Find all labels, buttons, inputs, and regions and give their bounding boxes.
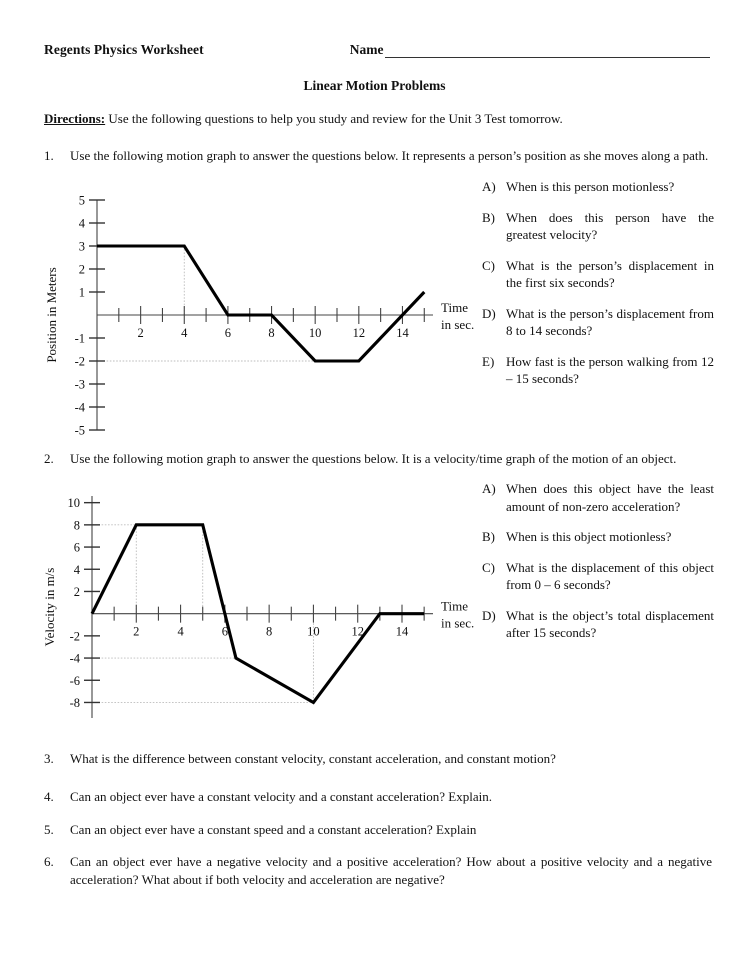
x-tick-label: 8 (266, 624, 273, 639)
question-5 (44, 821, 712, 839)
subquestion-letter: A) (482, 481, 496, 496)
x-tick-label: 4 (177, 624, 184, 639)
question-6-number: 6. (44, 854, 54, 869)
question-1-number: 1. (44, 148, 54, 163)
subquestion-letter: A) (482, 179, 496, 194)
y-tick-label: -1 (74, 331, 85, 346)
question-3 (44, 750, 712, 768)
subquestion-text: What is the displacement of this object from 0 – 6 seconds? (506, 559, 714, 593)
subquestion-1-E (482, 353, 714, 388)
x-tick-label: 6 (224, 326, 232, 340)
subquestion-text: When does this object have the least amount of non-zero acceleration? (506, 481, 714, 514)
question-2 (44, 450, 712, 468)
y-tick-label: 8 (73, 518, 80, 533)
y-tick-label: -8 (69, 695, 80, 710)
question-6 (44, 853, 712, 888)
subquestion-letter: C) (482, 559, 495, 575)
x-tick-label: 12 (352, 326, 366, 340)
directions-label: Directions: (44, 111, 106, 126)
subquestion-text: How fast is the person walking from 12 – 15 seconds? (506, 353, 714, 387)
x-tick-label: 10 (307, 624, 320, 639)
y-tick-label: 2 (73, 584, 80, 599)
subquestion-letter: B) (482, 209, 495, 225)
subquestion-letter: D) (482, 607, 496, 623)
subquestion-1-D (482, 305, 714, 340)
subquestion-text: What is the person’s displacement in the first six seconds? (506, 257, 714, 291)
y-tick-label: -4 (69, 651, 80, 666)
y-tick-label: 6 (73, 540, 80, 555)
x-axis-label-line1: Time (441, 598, 468, 614)
question-4-text: Can an object ever have a constant velocity and a constant acceleration? Explain. (70, 789, 492, 804)
y-tick-label: 2 (78, 262, 85, 277)
question-1-subquestions (482, 178, 714, 388)
y-tick-label: -4 (74, 400, 85, 415)
x-tick-label: 12 (351, 624, 364, 639)
question-1-text: Use the following motion graph to answer the questions below. It represents a person’s position as she moves along a path. (70, 148, 709, 163)
velocity-time-chart (40, 486, 490, 731)
data-curve-position (97, 246, 424, 361)
question-2-text: Use the following motion graph to answer the questions below. It is a velocity/time graph of the motion of an object. (70, 451, 677, 466)
y-tick-label: -2 (69, 629, 80, 644)
x-axis-label-line2: in sec. (441, 317, 475, 332)
y-axis-label: Position in Meters (44, 267, 59, 363)
question-3-text: What is the difference between constant velocity, constant acceleration, and constant motion? (70, 751, 556, 766)
x-tick-label: 10 (308, 326, 322, 340)
y-tick-label: 10 (67, 496, 80, 511)
subquestion-1-A (482, 178, 714, 196)
figure-velocity-time (40, 486, 490, 731)
question-2-number: 2. (44, 451, 54, 466)
y-tick-label: -2 (74, 354, 85, 369)
directions-text: Use the following questions to help you study and review for the Unit 3 Test tomorrow. (105, 111, 563, 126)
name-input-blank[interactable] (385, 44, 711, 58)
x-tick-label: 4 (181, 326, 188, 340)
page-title: Regents Physics Worksheet (44, 42, 204, 57)
question-3-number: 3. (44, 751, 54, 766)
subquestion-letter: D) (482, 305, 496, 321)
position-time-chart (40, 186, 490, 441)
subquestion-text: When does this person have the greatest velocity? (506, 209, 714, 243)
directions (44, 110, 712, 128)
worksheet-subtitle: Linear Motion Problems (303, 78, 446, 93)
subquestion-2-A (482, 480, 714, 515)
subquestion-text: When is this person motionless? (506, 179, 675, 194)
y-tick-label: -6 (69, 673, 80, 688)
question-1 (44, 147, 712, 165)
subquestion-text: What is the object’s total displacement after 15 seconds? (506, 607, 714, 641)
question-5-text: Can an object ever have a constant speed and a constant acceleration? Explain (70, 822, 477, 837)
name-group (350, 42, 710, 58)
subquestion-2-B (482, 528, 714, 546)
x-tick-label: 8 (268, 326, 275, 340)
subquestion-letter: B) (482, 529, 495, 545)
x-tick-label: 2 (133, 624, 140, 639)
y-tick-label: -3 (74, 377, 85, 392)
y-tick-label: 4 (78, 216, 85, 231)
question-5-number: 5. (44, 822, 54, 837)
header (44, 42, 710, 58)
x-tick-label: 14 (395, 624, 409, 639)
subquestion-1-B (482, 209, 714, 244)
question-6-text: Can an object ever have a negative velocity and a positive acceleration? How about a positive velocity and a negative acceleration? What about if both velocity and acceleration are negative? (70, 854, 712, 887)
y-axis-label: Velocity in m/s (42, 567, 57, 647)
y-tick-label: 5 (78, 193, 85, 208)
y-tick-label: 4 (73, 562, 80, 577)
subquestion-2-C (482, 559, 714, 594)
x-axis-label-line1: Time (441, 300, 468, 315)
question-4-number: 4. (44, 789, 54, 804)
question-4 (44, 788, 712, 806)
name-label: Name (349, 42, 384, 57)
question-2-subquestions (482, 480, 714, 642)
x-tick-label: 14 (396, 326, 409, 340)
x-axis-label-line2: in sec. (441, 615, 475, 631)
subquestion-2-D (482, 607, 714, 642)
subquestion-letter: C) (482, 257, 495, 273)
subquestion-1-C (482, 257, 714, 292)
subquestion-letter: E) (482, 353, 495, 369)
x-tick-label: 2 (137, 326, 144, 340)
figure-position-time (40, 186, 490, 441)
subquestion-text: What is the person’s displacement from 8 to 14 seconds? (506, 305, 714, 339)
y-tick-label: -5 (74, 423, 85, 438)
y-tick-label: 1 (78, 285, 85, 300)
subquestion-text: When is this object motionless? (506, 529, 672, 545)
x-tick-label: 6 (221, 624, 228, 639)
y-tick-label: 3 (78, 239, 85, 254)
